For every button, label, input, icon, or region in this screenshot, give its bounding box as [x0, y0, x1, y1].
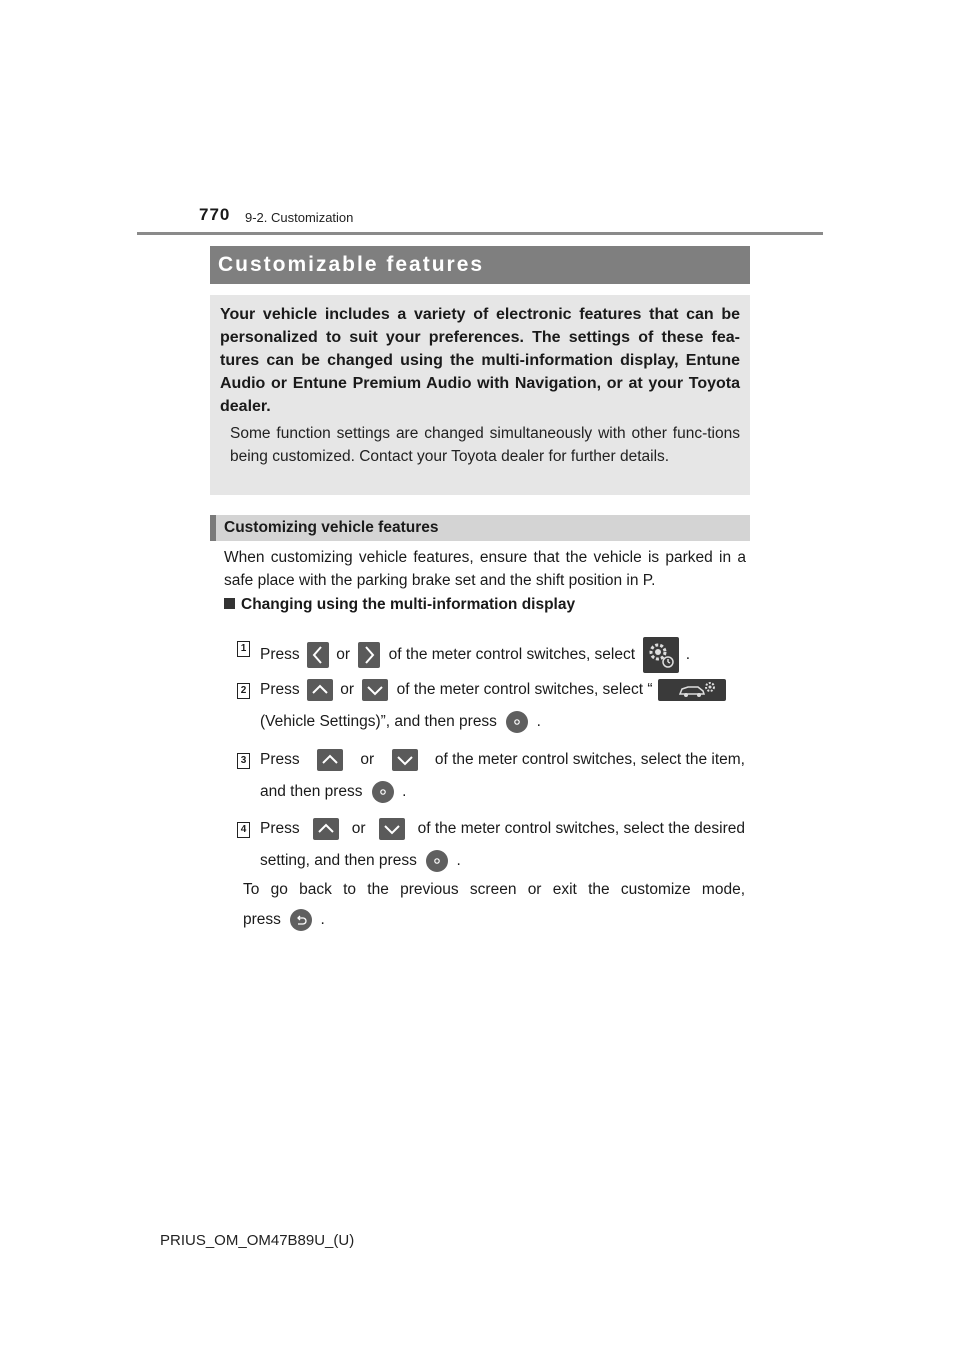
- back-note-end: .: [320, 911, 325, 929]
- step-4-text-2: setting, and then press: [260, 852, 417, 870]
- step-1-end: .: [685, 646, 690, 664]
- chevron-down-icon: [379, 818, 405, 840]
- gear-settings-icon: [643, 637, 679, 673]
- step-4-text: of the meter control switches, select the desired: [417, 820, 745, 837]
- subsection-heading-text: Changing using the multi-information display: [241, 596, 576, 613]
- step-1-text: of the meter control switches, select: [388, 646, 636, 664]
- subsection-heading: [224, 596, 575, 614]
- subsection-title: Customizing vehicle features: [210, 515, 750, 541]
- step-3-press: Press: [260, 751, 300, 768]
- page-title: Customizable features: [210, 246, 750, 284]
- chevron-down-icon: [362, 679, 388, 701]
- back-note-line-2: [243, 909, 325, 931]
- step-4-line-1: [260, 818, 745, 840]
- step-4-or: or: [351, 820, 366, 837]
- step-2-press: Press: [260, 681, 300, 699]
- back-arrow-icon: [290, 909, 312, 931]
- step-number-3: 3: [237, 753, 250, 769]
- step-3-line-2: [260, 781, 406, 803]
- step-4-press: Press: [260, 820, 300, 837]
- step-3-line-1: [260, 749, 745, 771]
- enter-button-icon: [506, 711, 528, 733]
- page-number: 770: [199, 205, 231, 224]
- step-2-line-1: [260, 679, 726, 701]
- chevron-left-icon: [307, 642, 329, 668]
- chevron-right-icon: [358, 642, 380, 668]
- section-title: 9-2. Customization: [245, 210, 354, 225]
- step-number-2: 2: [237, 683, 250, 699]
- enter-button-icon: [372, 781, 394, 803]
- step-1-or: or: [336, 646, 351, 664]
- step-3-or: or: [360, 751, 375, 768]
- step-2-end: .: [536, 713, 541, 731]
- step-3-text-2: and then press: [260, 783, 363, 801]
- footer-code: PRIUS_OM_OM47B89U_(U): [160, 1232, 355, 1249]
- chevron-up-icon: [307, 679, 333, 701]
- chevron-up-icon: [313, 818, 339, 840]
- enter-button-icon: [426, 850, 448, 872]
- subsection-body: When customizing vehicle features, ensure that the vehicle is parked in a safe place with the parking brake set and the shift position in P.: [224, 549, 746, 589]
- step-1: [260, 637, 690, 673]
- back-note-line-1: [243, 879, 745, 901]
- header-divider: [137, 232, 823, 235]
- step-1-press: Press: [260, 646, 300, 664]
- chevron-up-icon: [317, 749, 343, 771]
- back-note-text: To go back to the previous screen or exit the customize mode,: [243, 881, 745, 898]
- intro-box: [210, 295, 750, 495]
- step-2-text-2: (Vehicle Settings)”, and then press: [260, 713, 497, 731]
- step-2-line-2: [260, 711, 541, 733]
- step-3-text: of the meter control switches, select the item,: [434, 751, 745, 768]
- step-number-1: 1: [237, 641, 250, 657]
- step-number-4: 4: [237, 822, 250, 838]
- square-bullet-icon: [224, 598, 235, 609]
- chevron-down-icon: [392, 749, 418, 771]
- intro-note: Some function settings are changed simultaneously with other func-tions being customized. Contact your Toyota dealer for further details.: [230, 425, 740, 465]
- back-note-press: press: [243, 911, 281, 929]
- step-4-end: .: [456, 852, 461, 870]
- step-2-text: of the meter control switches, select “: [396, 681, 653, 699]
- step-4-line-2: [260, 850, 461, 872]
- intro-text: Your vehicle includes a variety of electronic features that can be personalized to suit your preferences. The settings of these fea-tures can be changed using the multi-information display, Entune Audio or Entune Premium Audio with Navigation, or at your Toyota dealer.: [220, 306, 740, 415]
- step-3-end: .: [402, 783, 407, 801]
- car-gear-icon: [658, 679, 726, 701]
- step-2-or: or: [340, 681, 355, 699]
